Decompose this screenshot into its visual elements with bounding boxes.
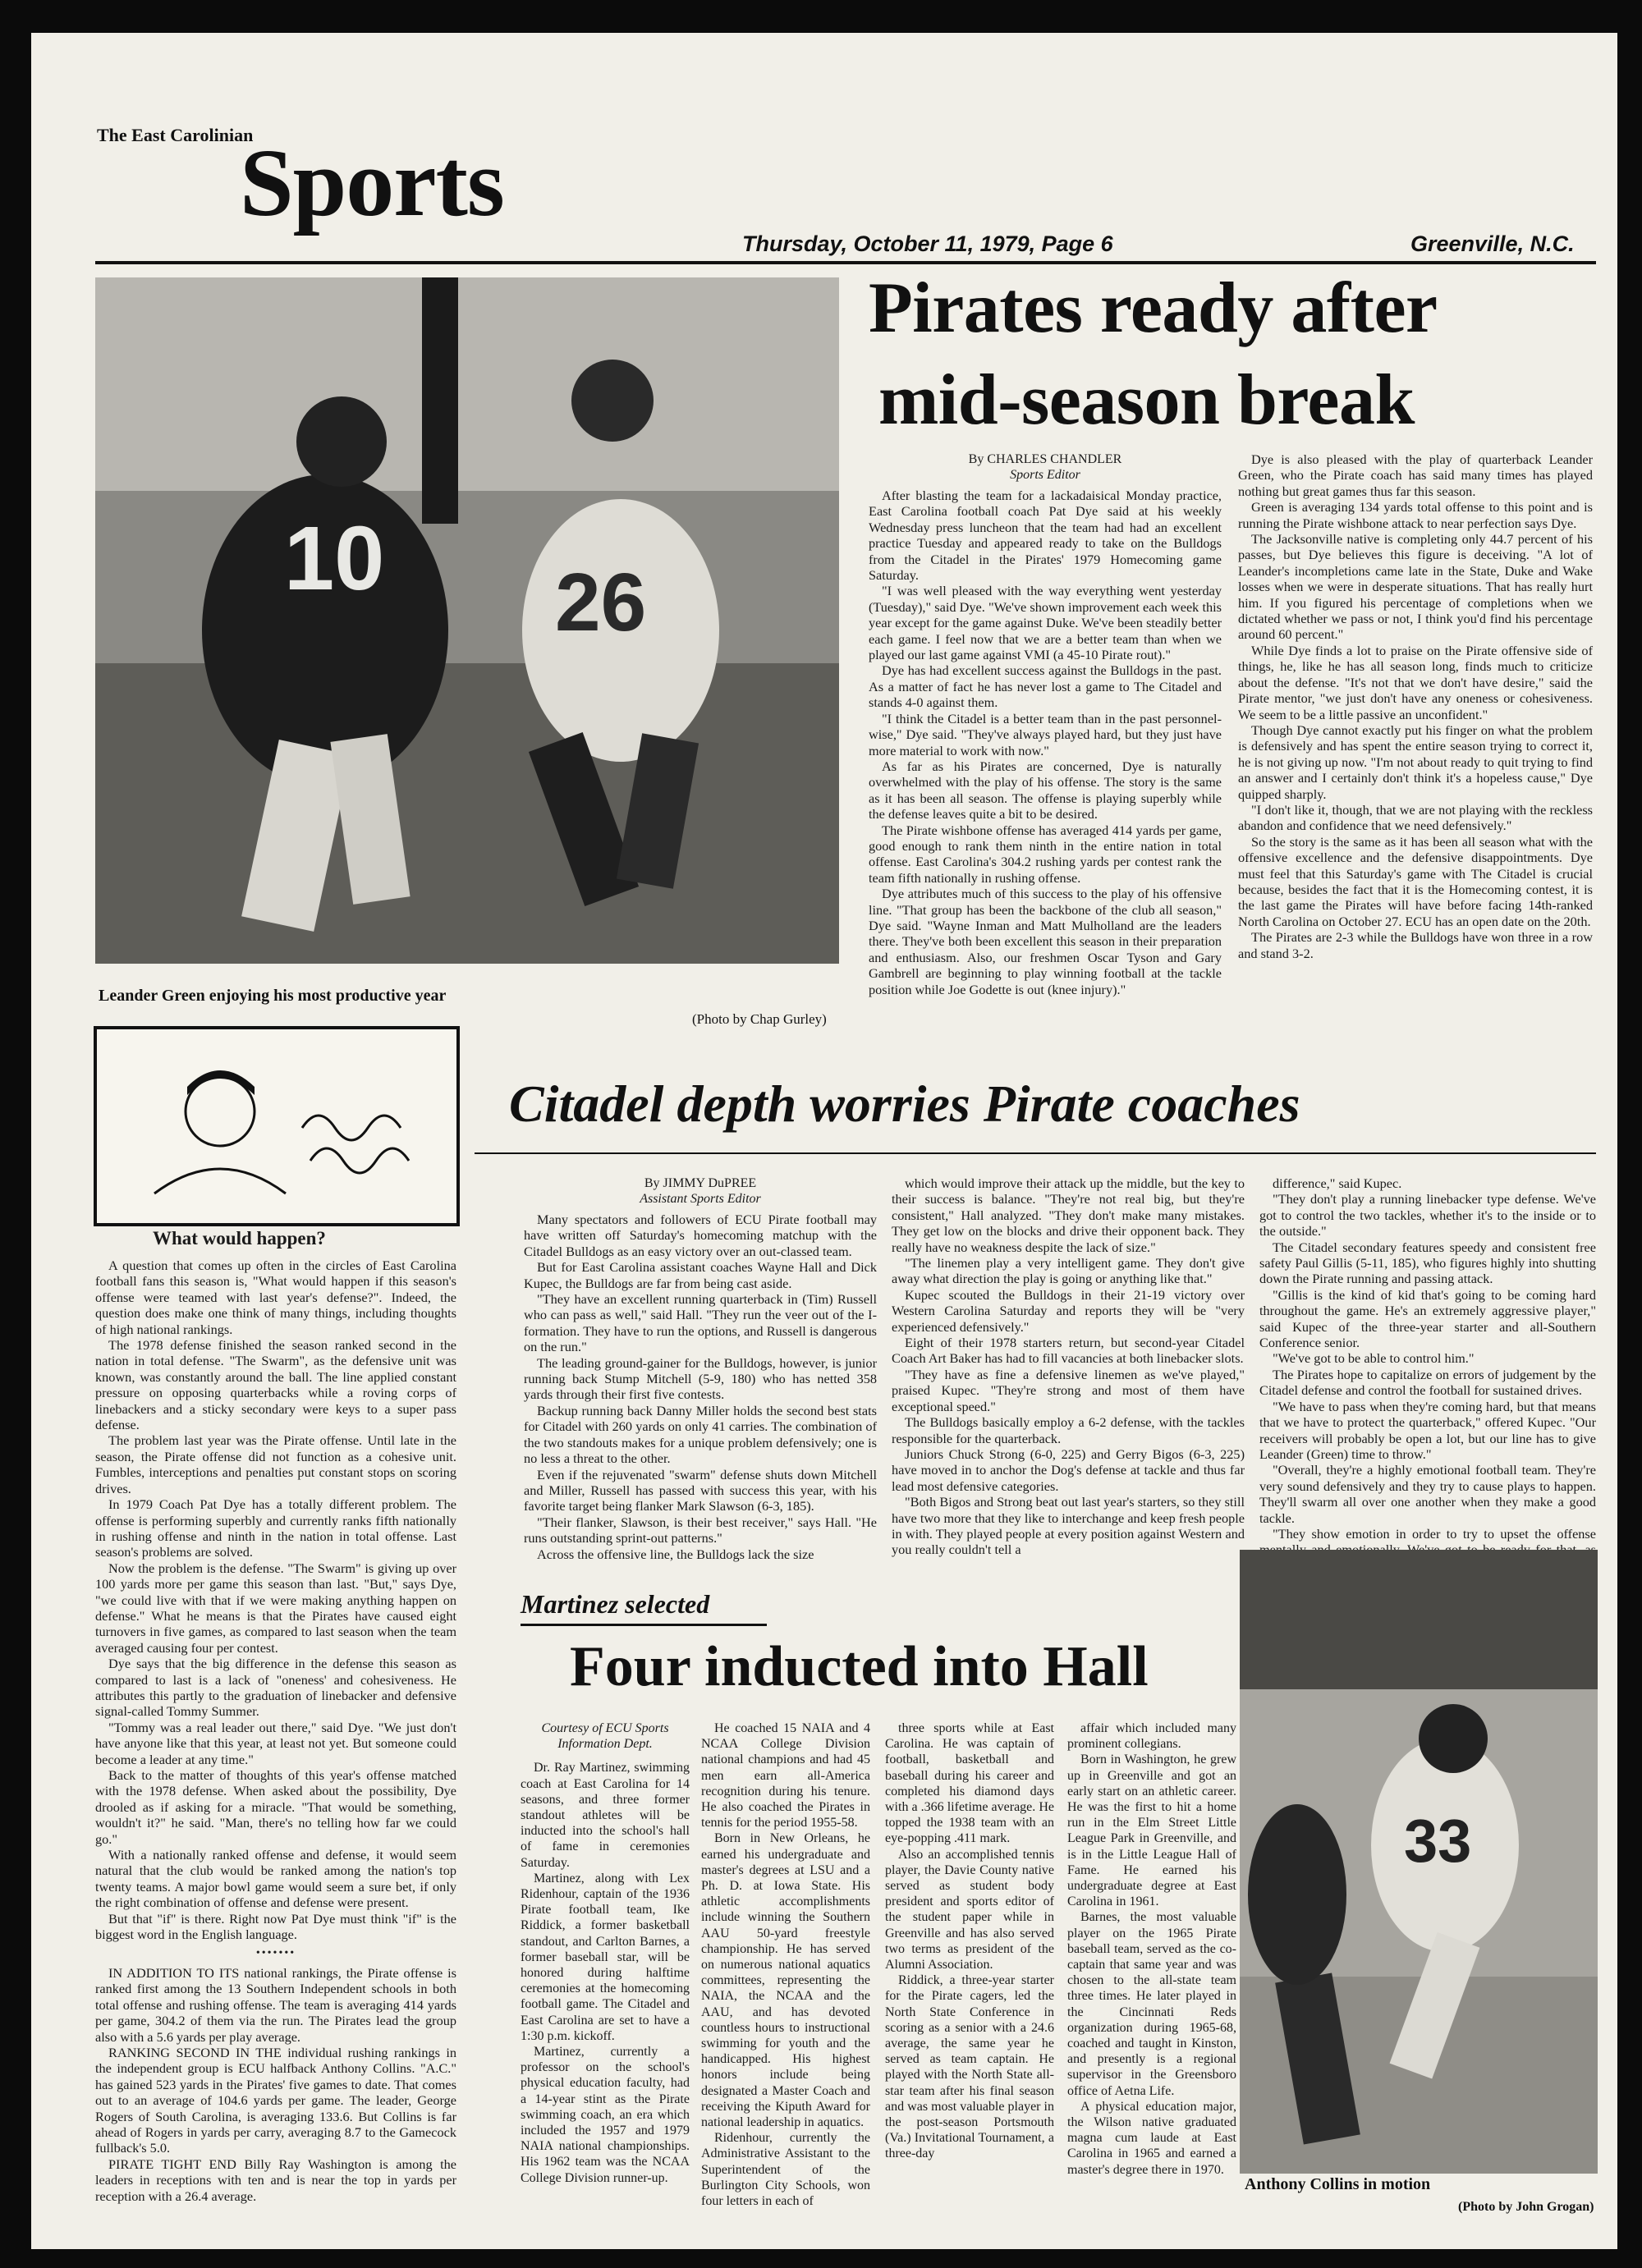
- paragraph: Born in New Orleans, he earned his undergraduate and master's degrees at LSU and a Ph. D. at Iowa State. His athletic accomplishments include winning the Southern AAU 50-yard freestyle championship. He has served on numerous national aquatics committees, representing the NAIA, the NCAA and the AAU, and has devoted countless hours to instructional swimming for youth and the handicapped. His highest honors include being designated a Master Coach and receiving the Kiputh Award for national leadership in aquatics.: [701, 1831, 870, 2130]
- newspaper-page: [31, 33, 1617, 2249]
- svg-text:33: 33: [1404, 1807, 1472, 1875]
- paragraph: "Both Bigos and Strong beat out last year's starters, so they still have two more that they like to interchange and keep fresh people in with. They played people at every position against Western and you really couldn't tell a: [892, 1494, 1245, 1558]
- lead-col1-body: [869, 488, 1222, 997]
- dateline: Thursday, October 11, 1979, Page 6: [742, 231, 1113, 256]
- paragraph: Juniors Chuck Strong (6-0, 225) and Gerry Bigos (6-3, 225) have moved in to anchor the Dog's defense at tackle and thus far lead most defensive categories.: [892, 1446, 1245, 1494]
- paragraph: Across the offensive line, the Bulldogs lack the size: [537, 1546, 814, 1562]
- citadel-byline: [524, 1175, 877, 1207]
- paragraph: So the story is the same as it has been all season what with the offensive excellence and the defensive disappointments. Dye must feel that this Saturday's game with The Citadel is crucial because, besides the fact that it is the Homecoming contest, it is the last game the Pirates will have before facing 14th-ranked North Carolina on October 27. ECU has an open date on the 20th.: [1238, 833, 1593, 929]
- paragraph: "We've got to be able to control him.": [1273, 1350, 1475, 1367]
- top-photo-credit: (Photo by Chap Gurley): [692, 1011, 827, 1027]
- paragraph: Barnes, the most valuable player on the 1965 Pirate baseball team, served as the co-captain that same year and was chosen to the all-state team three times. He later played in the Cincinnati Reds organization during 1965-68, coached and taught in Kinston, and presently is a regional supervisor in the Greensboro office of Aetna Life.: [1067, 1910, 1236, 2098]
- opinion-notes: [95, 1965, 456, 2204]
- paragraph: The Jacksonville native is completing only 44.7 percent of his passes, but Dye believes this figure is deceiving. "A lot of Leander's incompletions came late in the State, Duke and Wake losses when we were in desperate situations. That has really hurt him. If you figured his percentage of completions when we dictated whether we pass or not, I think you'd find his percentage around 60 percent.": [1238, 531, 1593, 643]
- paragraph: Dye has had excellent success against the Bulldogs in the past. As a matter of fact he has never lost a game to The Citadel and stands 4-0 against them.: [869, 662, 1222, 711]
- hall-col4: [1067, 1720, 1236, 2178]
- paragraph: Though Dye cannot exactly put his finger on what the problem is defensively and has spent the entire season trying to correct it, he is not giving up now. "I'm not about ready to quit trying to find an answer and I certainly don't think it's a hopeless cause," Dye quipped sharply.: [1238, 722, 1593, 802]
- paragraph: Dye is also pleased with the play of quarterback Leander Green, who the Pirate coach has said many times has played nothing but great games thus far this season.: [1238, 451, 1593, 499]
- column-signature-box: [94, 1026, 460, 1226]
- paragraph: which would improve their attack up the middle, but the key to their success is balance. "They're not real big, but they're consistent," Hall analyzed. "They don't make many mistakes. They get low on the blocks and drive their opponent back. They really have no weakness despite the lack of size.": [892, 1175, 1245, 1255]
- paragraph: A question that comes up often in the circles of East Carolina football fans this season is, "What would happen if this season's offense were teamed with last year's defense?". Indeed, the question does make one think of many things, including thoughts of high national rankings.: [95, 1258, 456, 1337]
- citadel-col3-body: [1259, 1175, 1596, 1574]
- paragraph: "I was well pleased with the way everything went yesterday (Tuesday)," said Dye. "We've shown improvement each week this year except for the game against Duke. We've been steadily better each game. I feel now that we are a better team than when we played our last game against VMI (a 45-10 Pirate rout).": [869, 583, 1222, 663]
- paragraph: As far as his Pirates are concerned, Dye is naturally overwhelmed with the play of his offense. The story is the same as it has been all season. The offense is playing superbly while the defense leaves quite a bit to be desired.: [869, 758, 1222, 822]
- top-photo: [95, 277, 839, 964]
- paragraph: IN ADDITION TO ITS national rankings, the Pirate offense is ranked first among the 13 Southern Independent schools in both total offense and rushing offense. The team is averaging 414 yards per game, 304.2 of them via the run. The Pirates lead the group also with a 5.6 yards per play average.: [95, 1964, 456, 2045]
- opinion-body: [95, 1258, 456, 1942]
- paragraph: "Gillis is the kind of kid that's going to be coming hard throughout the game. He's an extremely aggressive player," said Kupec of the three-year starter and all-Southern Conference senior.: [1259, 1286, 1596, 1351]
- svg-text:10: 10: [284, 508, 385, 609]
- opinion-title: What would happen?: [153, 1228, 326, 1249]
- paragraph: Martinez, along with Lex Ridenhour, captain of the 1936 Pirate football team, Ike Riddick, a former basketball standout, and Carlton Barnes, a former baseball star, will be honored during halftime ceremonies at the homecoming football game. The Citadel and East Carolina are set to have a 1:30 p.m. kickoff.: [521, 1871, 690, 2043]
- lead-byline-name: By CHARLES CHANDLER: [968, 452, 1122, 466]
- citadel-rule: [475, 1152, 1596, 1154]
- paragraph: PIRATE TIGHT END Billy Ray Washington is among the leaders in receptions with ten and is near the top in yards per reception with a 26.4 average.: [95, 2156, 456, 2204]
- paragraph: "They have an excellent running quarterback in (Tim) Russell who can pass as well," said Hall. "They run the veer out of the I-formation. They have to run the options, and Russell is dangerous on the run.": [524, 1291, 877, 1355]
- paragraph: Many spectators and followers of ECU Pirate football may have written off Saturday's homecoming matchup with the Citadel Bulldogs as an easy victory over an out-classed team.: [524, 1212, 877, 1259]
- bottom-photo-credit: (Photo by John Grogan): [1458, 2200, 1594, 2214]
- opinion-separator: •••••••: [255, 1947, 296, 1960]
- citadel-byline-role: Assistant Sports Editor: [640, 1192, 761, 1206]
- paragraph: A physical education major, the Wilson native graduated magna cum laude at East Carolina in 1965 and earned a master's degree there in 1970.: [1067, 2099, 1236, 2177]
- paragraph: affair which included many prominent collegians.: [1067, 1721, 1236, 1752]
- lead-byline-role: Sports Editor: [1010, 468, 1080, 482]
- paragraph: While Dye finds a lot to praise on the Pirate offensive side of things, he, like he has all season long, finds much to criticize about the defense. "It's not that we don't have desire," said the Pirate mentor, "we just don't have any oneness or cohesiveness. We seem to be a little passive an unconfident.": [1238, 642, 1593, 722]
- paragraph: "Their flanker, Slawson, is their best receiver," says Hall. "He runs outstanding sprint-out patterns.": [524, 1514, 877, 1546]
- hall-courtesy: Courtesy of ECU Sports Information Dept.: [541, 1721, 669, 1752]
- paragraph: After blasting the team for a lackadaisical Monday practice, East Carolina football coach Pat Dye said at his weekly Wednesday press luncheon that the team had had an excellent practice Tuesday and appeared ready to take on the Bulldogs from the Citadel in the Pirates' 1979 Homecoming game Saturday.: [869, 488, 1222, 584]
- paragraph: RANKING SECOND IN THE individual rushing rankings in the independent group is ECU halfback Anthony Collins. "A.C." has gained 523 yards in the Pirates' five games to date. That comes out to an average of 104.6 yards per game. The leader, George Rogers of South Carolina, is averaging 133.6. But Collins is far ahead of Rogers in yards per carry, averaging 8.7 to the Gamecock fullback's 5.0.: [95, 2044, 456, 2156]
- lead-headline-1: Pirates ready after: [869, 268, 1438, 348]
- paragraph: Kupec scouted the Bulldogs in their 21-19 victory over Western Carolina Saturday and reports they will be "very experienced defensively.": [892, 1286, 1245, 1335]
- paragraph: difference," said Kupec.: [1273, 1175, 1402, 1191]
- paragraph: The Pirate wishbone offense has averaged 414 yards per game, good enough to rank them ninth in the entire nation in total offense. East Carolina's 304.2 rushing yards per contest rank the team fifth nationally in rushing offense.: [869, 822, 1222, 886]
- paragraph: "I think the Citadel is a better team than in the past personnel-wise," Dye said. "They've always played hard, but they just have more material to work with now.": [869, 710, 1222, 758]
- paragraph: "I don't like it, though, that we are not playing with the reckless abandon and confidence that we need defensively.": [1238, 801, 1593, 834]
- hall-col2: [701, 1720, 870, 2209]
- paragraph: Even if the rejuvenated "swarm" defense shuts down Mitchell and Miller, Russell has passed with success this year, with his favorite target being flanker Mark Slawson (6-3, 185).: [524, 1466, 877, 1514]
- hall-col4-body: [1067, 1720, 1236, 2178]
- paragraph: "They have as fine a defensive linemen as we've played," praised Kupec. "They're strong and most of them have exceptional speed.": [892, 1366, 1245, 1414]
- paragraph: The Citadel secondary features speedy and consistent free safety Paul Gillis (5-11, 185), who figures highly into shutting down the Pirate running and passing attack.: [1259, 1239, 1596, 1287]
- paragraph: Dye says that the big difference in the defense this season as compared to last is a lack of "oneness' and cohesiveness. He attributes this partly to the graduation of linebacker and defensive signal-called Tommy Summer.: [95, 1656, 456, 1720]
- paragraph: "Tommy was a real leader out there," said Dye. "We just don't have anyone like that this year, at least not yet. But someone could become a leader at any time.": [95, 1719, 456, 1767]
- lead-byline: [869, 451, 1222, 483]
- hall-col3: [885, 1720, 1054, 2162]
- paragraph: In 1979 Coach Pat Dye has a totally different problem. The offense is performing superbly and currently ranks fifth nationally in rushing offense and ninth in the nation in total offense. Last season's problems are solved.: [95, 1496, 456, 1560]
- paragraph: Back to the matter of thoughts of this year's offense matched with the 1978 defense. When asked about the possibility, Dye drooled as if asking for a miracle. "That would be something, wouldn't it?" he said. "Man, there's no telling how far we could go.": [95, 1767, 456, 1847]
- lead-story-col2: [1238, 451, 1593, 961]
- paper-name: The East Carolinian: [97, 125, 254, 145]
- hall-kicker-rule: [521, 1624, 767, 1626]
- paragraph: With a nationally ranked offense and defense, it would seem natural that the club would be ranked among the nation's top twenty teams. A major bowl game would seem a sure bet, if only the right combination of offense and defense were present.: [95, 1847, 456, 1911]
- citadel-byline-name: By JIMMY DuPREE: [644, 1176, 757, 1190]
- paragraph: "The linemen play a very intelligent game. They don't give away what direction the play is going or anything like that.": [892, 1255, 1245, 1287]
- paragraph: Ridenhour, currently the Administrative Assistant to the Superintendent of the Burlington City Schools, won four letters in each of: [701, 2131, 870, 2209]
- svg-text:26: 26: [555, 557, 647, 648]
- bottom-photo-caption: Anthony Collins in motion: [1245, 2175, 1431, 2193]
- citadel-col1-body: [524, 1212, 877, 1562]
- citadel-col2: [892, 1175, 1245, 1558]
- paragraph: But that "if" is there. Right now Pat Dye must think "if" is the biggest word in the English language.: [95, 1910, 456, 1943]
- paragraph: "They don't play a running linebacker type defense. We've got to control the two tackles, whether it's to the inside or to the outside.": [1259, 1191, 1596, 1239]
- location: Greenville, N.C.: [1410, 231, 1575, 256]
- paragraph: But for East Carolina assistant coaches Wayne Hall and Dick Kupec, the Bulldogs are far from being cast aside.: [524, 1259, 877, 1291]
- paragraph: The Pirates hope to capitalize on errors of judgement by the Citadel defense and control the football for sustained drives.: [1259, 1366, 1596, 1399]
- paragraph: "They show emotion in order to try to upset the offense: [1273, 1525, 1596, 1542]
- bottom-photo: [1240, 1550, 1598, 2174]
- paragraph: Green is averaging 134 yards total offense to this point and is running the Pirate wishbone attack to near perfection says Dye.: [1238, 499, 1593, 531]
- paragraph: The problem last year was the Pirate offense. Until late in the season, the Pirate offense did not function as a cohesive unit. Fumbles, interceptions and penalties put constant stops on scoring drives.: [95, 1432, 456, 1496]
- citadel-col1: [524, 1175, 877, 1562]
- hall-col3-body: [885, 1720, 1054, 2162]
- paragraph: Also an accomplished tennis player, the Davie County native served as student body president and sports editor of the student paper while in Greenville and has also served two terms as president of the Alumni Association.: [885, 1847, 1054, 1972]
- hall-kicker: Martinez selected: [521, 1589, 710, 1619]
- paragraph: Dr. Ray Martinez, swimming coach at East Carolina for 14 seasons, and three former standout athletes will be inducted into the school's hall of fame in ceremonies Saturday.: [521, 1761, 690, 1870]
- paragraph: "We have to pass when they're coming hard, but that means that we have to protect the quarterback," offered Kupec. "Our receivers will probably be open a lot, but our line has to give Leander (Green) time to throw.": [1259, 1398, 1596, 1462]
- top-photo-caption: Leander Green enjoying his most productive year: [99, 987, 447, 1005]
- lead-headline-2: mid-season break: [878, 360, 1415, 440]
- lead-col2-body: [1238, 451, 1593, 961]
- paragraph: The Bulldogs basically employ a 6-2 defense, with the tackles responsible for the quarterback.: [892, 1414, 1245, 1446]
- masthead-rule: [95, 261, 1596, 264]
- opinion-column: [95, 1226, 456, 2204]
- citadel-col3: [1259, 1175, 1596, 1574]
- paragraph: Dye attributes much of this success to the play of his offensive line. "That group has been the backbone of the club all season," Dye said. "Wayne Inman and Matt Mulholland are the leaders there. They've both been excellent this season in their preparation and enthusiasm. Also, our freshmen Oscar Tyson and Gary Gambrell are beginning to play winning football at the tackle position while Joe Godette is out (knee injury).": [869, 886, 1222, 997]
- paragraph: The Pirates are 2-3 while the Bulldogs have won three in a row and stand 3-2.: [1238, 929, 1593, 961]
- paragraph: Now the problem is the defense. "The Swarm" is giving up over 100 yards more per game this season than last. "But," says Dye, "we could live with that if we were making anything happen on defense." What he means is that the Pirates have caused eight turnovers in five games, as compared to last season when the team averaged causing four per contest.: [95, 1560, 456, 1656]
- football-players-illustration: [95, 277, 839, 964]
- running-back-illustration: [1240, 1550, 1598, 2174]
- section-title: Sports: [240, 129, 504, 236]
- paragraph: Riddick, a three-year starter for the Pirate cagers, led the North State Conference in scoring as a senior with a 24.6 average, the same year he served as team captain. He played with the North State all-star team after his final season and was most valuable player in the post-season Portsmouth (Va.) Invitational Tournament, a three-day: [885, 1973, 1054, 2161]
- hall-col2-body: [701, 1720, 870, 2209]
- paragraph: Martinez, currently a professor on the school's physical education faculty, had a 14-year stint as the Pirate swimming coach, an era which included the 1957 and 1979 NAIA national championships. His 1962 team was the NCAA College Division runner-up.: [521, 2045, 690, 2185]
- paragraph: Backup running back Danny Miller holds the second best stats for Citadel with 260 yards on only 41 carries. The combination of the two standouts makes for a unique problem defensively; one is no less a threat to the other.: [524, 1402, 877, 1467]
- hall-col1-body: [521, 1760, 690, 2185]
- paragraph: Eight of their 1978 starters return, but second-year Citadel Coach Art Baker has had to fill vacancies at both linebacker slots.: [892, 1335, 1245, 1367]
- lead-story-col1: [869, 451, 1222, 997]
- citadel-col2-body: [892, 1175, 1245, 1558]
- citadel-headline: Citadel depth worries Pirate coaches: [509, 1074, 1300, 1133]
- hall-headline: Four inducted into Hall: [570, 1635, 1149, 1698]
- paragraph: "Overall, they're a highly emotional football team. They're very sound defensively and they try to cause plays to happen. They'll swarm all over one another when they make a good tackle.: [1259, 1462, 1596, 1526]
- paragraph: three sports while at East Carolina. He was captain of football, basketball and baseball during his career and completed his diamond days with a .366 lifetime average. He topped the 1938 team with an eye-popping .411 mark.: [885, 1721, 1054, 1846]
- paragraph: Born in Washington, he grew up in Greenville and got an early start on an athletic career. He was the first to hit a home run in the Elm Street Little League Park in Greenville, and is in the Little League Hall of Fame. He earned his undergraduate degree at East Carolina in 1961.: [1067, 1753, 1236, 1909]
- paragraph: He coached 15 NAIA and 4 NCAA College Division national champions and had 45 men earn all-America recognition during his tenure. He also coached the Pirates in tennis for the period 1955-58.: [701, 1721, 870, 1830]
- hall-col1: [521, 1720, 690, 2186]
- paragraph: The 1978 defense finished the season ranked second in the nation in total defense. "The Swarm", as the defensive unit was known, was constantly around the ball. The line applied constant pressure on opposing quarterbacks while a roving corps of linebackers and a sticky secondary were keys to a super pass defense.: [95, 1337, 456, 1433]
- paragraph: The leading ground-gainer for the Bulldogs, however, is junior running back Stump Mitchell (5-9, 180) who has netted 358 yards through their first five contests.: [524, 1354, 877, 1403]
